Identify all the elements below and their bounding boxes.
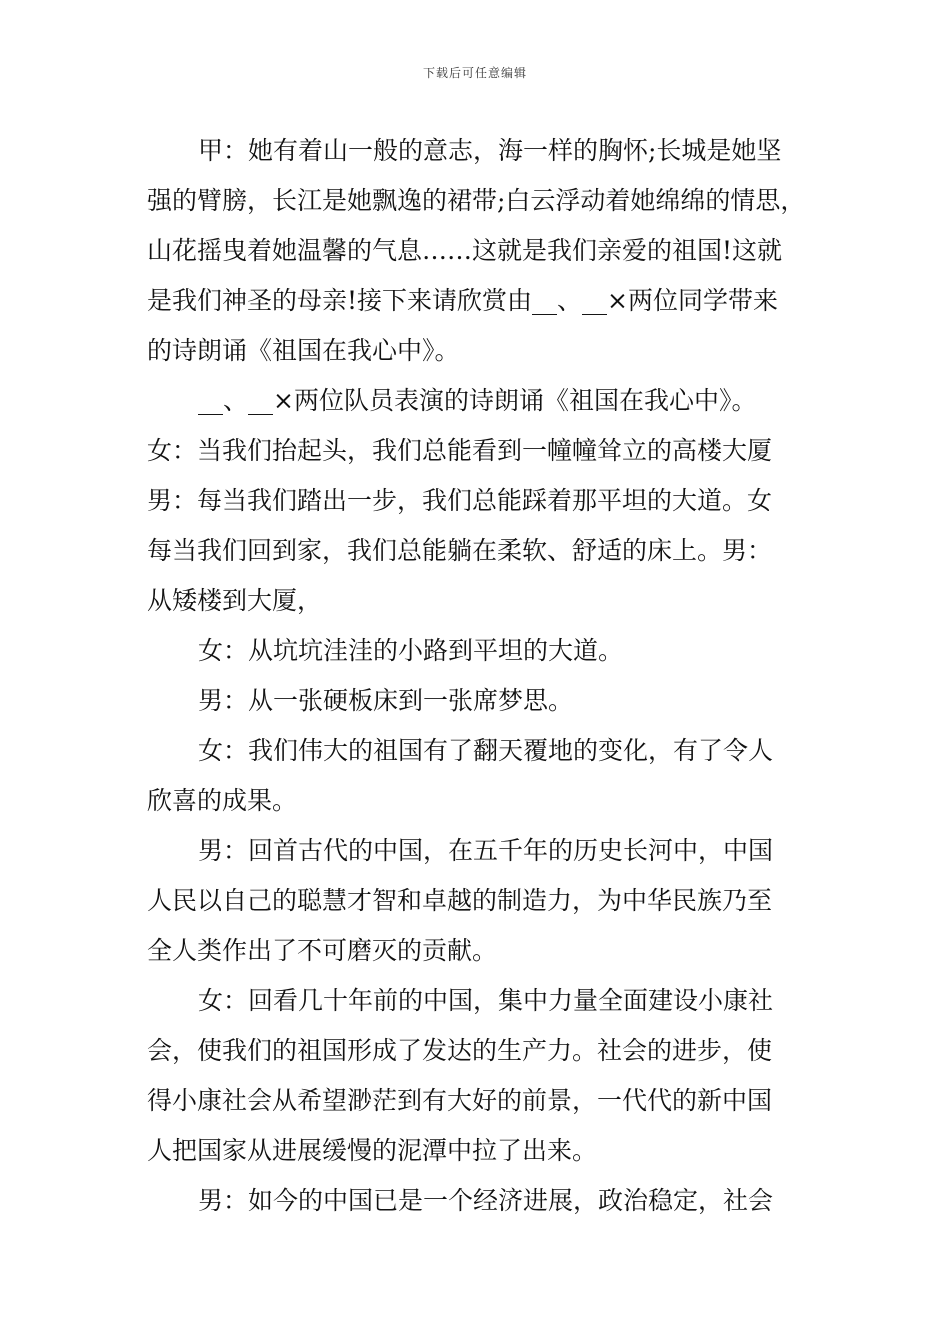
- text-line: 女：从坑坑洼洼的小路到平坦的大道。: [198, 636, 624, 665]
- text-line: 男：每当我们踏出一步，我们总能踩着那平坦的大道。女: [147, 486, 773, 515]
- page-header: 下载后可任意编辑: [422, 66, 527, 80]
- text-line: 女：我们伟大的祖国有了翻天覆地的变化，有了令人: [198, 736, 774, 765]
- text-line: 每当我们回到家，我们总能躺在柔软、舒适的床上。男：: [147, 536, 773, 565]
- text-line: __、__×两位队员表演的诗朗诵《祖国在我心中》。: [198, 386, 757, 415]
- document-body: [147, 126, 807, 1226]
- text-line: 山花摇曳着她温馨的气息……这就是我们亲爱的祖国!这就: [147, 236, 783, 265]
- text-line: 人把国家从进展缓慢的泥潭中拉了出来。: [147, 1136, 598, 1165]
- text-line: 强的臂膀，长江是她飘逸的裙带;白云浮动着她绵绵的情思，: [147, 186, 806, 215]
- text-line: 甲：她有着山一般的意志，海一样的胸怀;长城是她坚: [198, 136, 782, 165]
- text-line: 是我们神圣的母亲!接下来请欣赏由__、__×两位同学带来: [147, 286, 778, 315]
- text-line: 从矮楼到大厦，: [147, 586, 323, 615]
- text-line: 女：当我们抬起头，我们总能看到一幢幢耸立的高楼大厦: [147, 436, 773, 465]
- text-line: 人民以自己的聪慧才智和卓越的制造力，为中华民族乃至: [147, 886, 773, 915]
- text-line: 男：回首古代的中国，在五千年的历史长河中，中国: [198, 836, 774, 865]
- text-line: 男：如今的中国已是一个经济进展，政治稳定，社会: [198, 1186, 774, 1215]
- text-line: 欣喜的成果。: [147, 786, 298, 815]
- text-line: 得小康社会从希望渺茫到有大好的前景，一代代的新中国: [147, 1086, 773, 1115]
- text-line: 女：回看几十年前的中国，集中力量全面建设小康社: [198, 986, 774, 1015]
- text-line: 全人类作出了不可磨灭的贡献。: [147, 936, 498, 965]
- text-line: 男：从一张硬板床到一张席梦思。: [198, 686, 574, 715]
- text-line: 的诗朗诵《祖国在我心中》。: [147, 336, 460, 365]
- text-line: 会，使我们的祖国形成了发达的生产力。社会的进步，使: [147, 1036, 773, 1065]
